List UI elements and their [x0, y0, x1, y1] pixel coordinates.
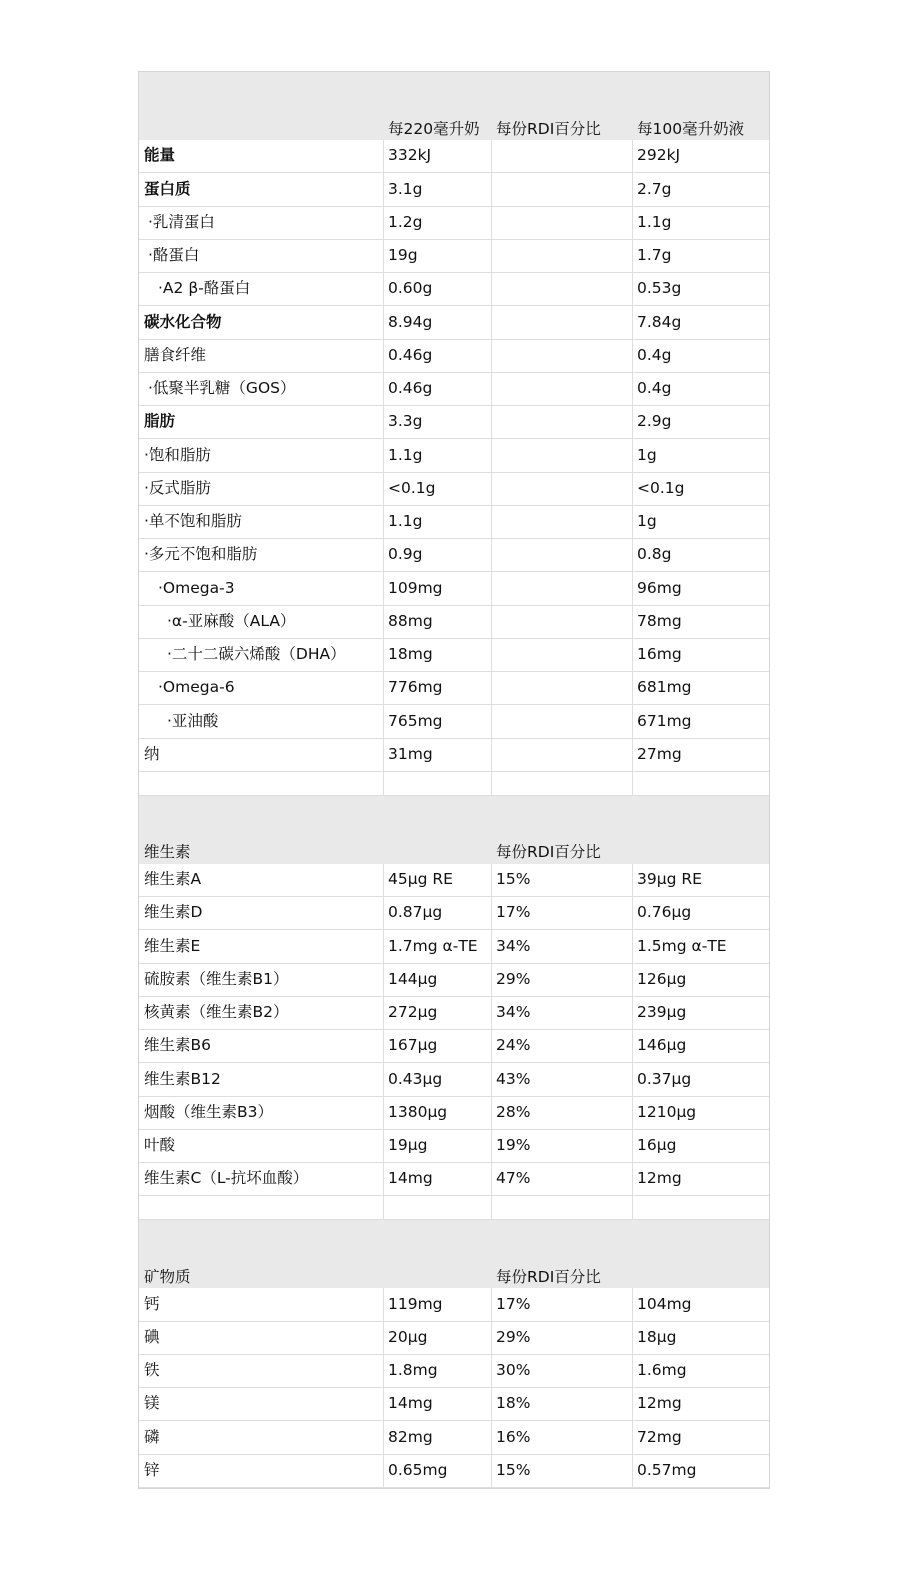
per220-value: 8.94g — [384, 306, 492, 338]
table-row — [139, 340, 769, 373]
table-row — [139, 240, 769, 273]
per100-value: 16mg — [637, 645, 682, 664]
per100-value: 12mg — [637, 1169, 682, 1188]
nutrient-label: ·亚油酸 — [139, 705, 384, 737]
table-row — [139, 373, 769, 406]
nutrient-label: 维生素A — [139, 864, 384, 896]
rdi-value — [492, 207, 633, 239]
rdi-value — [492, 373, 633, 405]
spacer-cell — [139, 772, 384, 795]
rdi-value — [492, 639, 633, 671]
spacer-row — [139, 1196, 769, 1220]
rdi-value — [492, 140, 633, 172]
per100-value: 0.57mg — [637, 1460, 697, 1479]
nutrient-label: 脂肪 — [139, 406, 384, 438]
per100-value: 1g — [637, 512, 657, 531]
spacer-cell — [384, 1196, 492, 1219]
nutrition-header-row — [139, 72, 769, 140]
nutrient-label: 烟酸（维生素B3） — [139, 1097, 384, 1129]
table-row — [139, 1355, 769, 1388]
table-row — [139, 1030, 769, 1063]
header-per100: 每100毫升奶液 — [633, 72, 769, 140]
per100-value: 16μg — [637, 1136, 677, 1155]
per220-value: 82mg — [384, 1421, 492, 1453]
rdi-value: 43% — [492, 1063, 633, 1095]
table-row — [139, 506, 769, 539]
per100-value: 146μg — [637, 1036, 687, 1055]
table-row — [139, 1163, 769, 1196]
rdi-value — [492, 739, 633, 771]
per100-value: 1.6mg — [637, 1361, 687, 1380]
table-row — [139, 1097, 769, 1130]
table-row — [139, 739, 769, 772]
rdi-value — [492, 473, 633, 505]
per100-value: 96mg — [637, 578, 682, 597]
vitamins-rdi-header: 每份RDI百分比 — [492, 796, 633, 864]
nutrient-label: ·反式脂肪 — [139, 473, 384, 505]
per100-value: 1.7g — [637, 246, 672, 265]
per220-value: 18mg — [384, 639, 492, 671]
rdi-value: 47% — [492, 1163, 633, 1195]
rdi-value: 34% — [492, 997, 633, 1029]
rdi-value: 29% — [492, 1322, 633, 1354]
table-row — [139, 572, 769, 605]
per220-value: 776mg — [384, 672, 492, 704]
per100-value: <0.1g — [637, 478, 685, 497]
nutrient-label: 核黄素（维生素B2） — [139, 997, 384, 1029]
table-row — [139, 306, 769, 339]
rdi-value — [492, 306, 633, 338]
rdi-value: 15% — [492, 864, 633, 896]
rdi-value: 29% — [492, 964, 633, 996]
table-row — [139, 473, 769, 506]
rdi-value: 17% — [492, 897, 633, 929]
table-row — [139, 439, 769, 472]
header-per220: 每220毫升奶 — [384, 72, 492, 140]
per220-value: 1.2g — [384, 207, 492, 239]
spacer-cell — [633, 1196, 769, 1219]
rdi-value: 19% — [492, 1130, 633, 1162]
per220-value: 144μg — [384, 964, 492, 996]
per100-value: 12mg — [637, 1394, 682, 1413]
per100-value: 0.8g — [637, 545, 672, 564]
per100-value: 292kJ — [637, 146, 681, 165]
rdi-value: 34% — [492, 930, 633, 962]
nutrient-label: 硫胺素（维生素B1） — [139, 964, 384, 996]
table-row — [139, 997, 769, 1030]
per220-value: 0.43μg — [384, 1063, 492, 1095]
rdi-value — [492, 672, 633, 704]
per220-value: 332kJ — [384, 140, 492, 172]
table-row — [139, 606, 769, 639]
per100-value: 681mg — [637, 678, 692, 697]
per100-value: 0.53g — [637, 279, 682, 298]
table-row — [139, 273, 769, 306]
per100-value: 0.4g — [637, 345, 672, 364]
spacer-row — [139, 772, 769, 796]
nutrient-label: 锌 — [139, 1455, 384, 1487]
header-empty-cell — [384, 1220, 492, 1288]
per100-value: 18μg — [637, 1327, 677, 1346]
header-empty-cell — [633, 1220, 769, 1288]
nutrition-table — [138, 71, 770, 1489]
per100-value: 104mg — [637, 1294, 692, 1313]
per100-value: 0.37μg — [637, 1069, 692, 1088]
per220-value: 109mg — [384, 572, 492, 604]
nutrient-label: ·A2 β-酪蛋白 — [139, 273, 384, 305]
per220-value: 1.8mg — [384, 1355, 492, 1387]
per220-value: 1380μg — [384, 1097, 492, 1129]
per220-value: 31mg — [384, 739, 492, 771]
per220-value: 167μg — [384, 1030, 492, 1062]
rdi-value — [492, 705, 633, 737]
rdi-value: 30% — [492, 1355, 633, 1387]
per220-value: 14mg — [384, 1163, 492, 1195]
per220-value: <0.1g — [384, 473, 492, 505]
per220-value: 0.60g — [384, 273, 492, 305]
table-row — [139, 1130, 769, 1163]
nutrient-label: ·α-亚麻酸（ALA） — [139, 606, 384, 638]
spacer-cell — [492, 772, 633, 795]
nutrient-label: 碳水化合物 — [139, 306, 384, 338]
table-row — [139, 864, 769, 897]
nutrient-label: ·多元不饱和脂肪 — [139, 539, 384, 571]
per220-value: 19g — [384, 240, 492, 272]
rdi-value — [492, 606, 633, 638]
per220-value: 1.1g — [384, 439, 492, 471]
table-row — [139, 406, 769, 439]
table-row — [139, 964, 769, 997]
rdi-value: 16% — [492, 1421, 633, 1453]
rdi-value: 28% — [492, 1097, 633, 1129]
table-row — [139, 1288, 769, 1321]
nutrient-label: 叶酸 — [139, 1130, 384, 1162]
rdi-value: 24% — [492, 1030, 633, 1062]
table-row — [139, 705, 769, 738]
table-row — [139, 1388, 769, 1421]
per220-value: 272μg — [384, 997, 492, 1029]
nutrient-label: ·二十二碳六烯酸（DHA） — [139, 639, 384, 671]
minerals-header-row — [139, 1220, 769, 1288]
table-row — [139, 930, 769, 963]
per220-value: 19μg — [384, 1130, 492, 1162]
spacer-cell — [492, 1196, 633, 1219]
vitamins-title: 维生素 — [139, 796, 384, 864]
per100-value: 671mg — [637, 711, 692, 730]
vitamin-rows — [139, 864, 769, 1197]
table-row — [139, 140, 769, 173]
header-rdi: 每份RDI百分比 — [492, 72, 633, 140]
table-row — [139, 1322, 769, 1355]
nutrient-label: ·饱和脂肪 — [139, 439, 384, 471]
per220-value: 1.7mg α-TE — [384, 930, 492, 962]
rdi-value — [492, 439, 633, 471]
rdi-value — [492, 340, 633, 372]
per220-value: 119mg — [384, 1288, 492, 1320]
per100-value: 7.84g — [637, 312, 682, 331]
table-row — [139, 207, 769, 240]
minerals-rdi-header: 每份RDI百分比 — [492, 1220, 633, 1288]
nutrient-label: 磷 — [139, 1421, 384, 1453]
header-empty-cell — [384, 796, 492, 864]
mineral-rows — [139, 1288, 769, 1488]
nutrient-label: 维生素B6 — [139, 1030, 384, 1062]
per100-value: 2.9g — [637, 412, 672, 431]
nutrient-label: 镁 — [139, 1388, 384, 1420]
per220-value: 765mg — [384, 705, 492, 737]
nutrient-label: 纳 — [139, 739, 384, 771]
per220-value: 88mg — [384, 606, 492, 638]
per100-value: 78mg — [637, 611, 682, 630]
nutrient-label: 维生素E — [139, 930, 384, 962]
spacer-cell — [633, 772, 769, 795]
rdi-value — [492, 506, 633, 538]
table-row — [139, 1063, 769, 1096]
nutrient-label: ·低聚半乳糖（GOS） — [139, 373, 384, 405]
per100-value: 1.1g — [637, 212, 672, 231]
nutrient-label: 膳食纤维 — [139, 340, 384, 372]
per220-value: 14mg — [384, 1388, 492, 1420]
rdi-value: 17% — [492, 1288, 633, 1320]
rdi-value — [492, 173, 633, 205]
per100-value: 0.76μg — [637, 903, 692, 922]
nutrient-label: 铁 — [139, 1355, 384, 1387]
nutrient-label: ·酪蛋白 — [139, 240, 384, 272]
table-row — [139, 672, 769, 705]
table-row — [139, 1421, 769, 1454]
spacer-cell — [139, 1196, 384, 1219]
nutrient-label: 维生素D — [139, 897, 384, 929]
per100-value: 72mg — [637, 1427, 682, 1446]
rdi-value — [492, 240, 633, 272]
nutrient-label: ·Omega-3 — [139, 572, 384, 604]
header-label-cell — [139, 72, 384, 140]
per220-value: 1.1g — [384, 506, 492, 538]
per100-value: 126μg — [637, 969, 687, 988]
table-row — [139, 639, 769, 672]
rdi-value — [492, 572, 633, 604]
nutrient-label: ·乳清蛋白 — [139, 207, 384, 239]
per220-value: 0.87μg — [384, 897, 492, 929]
per100-value: 1g — [637, 445, 657, 464]
per100-value: 239μg — [637, 1003, 687, 1022]
per100-value: 0.4g — [637, 379, 672, 398]
nutrient-label: ·Omega-6 — [139, 672, 384, 704]
per220-value: 0.9g — [384, 539, 492, 571]
nutrient-label: 维生素B12 — [139, 1063, 384, 1095]
per100-value: 1.5mg α-TE — [637, 936, 727, 955]
nutrient-label: ·单不饱和脂肪 — [139, 506, 384, 538]
nutrient-label: 钙 — [139, 1288, 384, 1320]
per100-value: 2.7g — [637, 179, 672, 198]
per220-value: 20μg — [384, 1322, 492, 1354]
per100-value: 27mg — [637, 744, 682, 763]
table-row — [139, 173, 769, 206]
table-row — [139, 1455, 769, 1488]
rdi-value — [492, 539, 633, 571]
nutrient-label: 维生素C（L-抗坏血酸） — [139, 1163, 384, 1195]
nutrient-label: 碘 — [139, 1322, 384, 1354]
minerals-title: 矿物质 — [139, 1220, 384, 1288]
spacer-cell — [384, 772, 492, 795]
table-row — [139, 897, 769, 930]
table-row — [139, 539, 769, 572]
nutrient-label: 蛋白质 — [139, 173, 384, 205]
rdi-value — [492, 406, 633, 438]
vitamins-header-row — [139, 796, 769, 864]
per100-value: 39μg RE — [637, 870, 702, 889]
per220-value: 3.1g — [384, 173, 492, 205]
per220-value: 0.46g — [384, 340, 492, 372]
per100-value: 1210μg — [637, 1102, 697, 1121]
per220-value: 45μg RE — [384, 864, 492, 896]
rdi-value — [492, 273, 633, 305]
header-empty-cell — [633, 796, 769, 864]
per220-value: 0.46g — [384, 373, 492, 405]
per220-value: 3.3g — [384, 406, 492, 438]
nutrient-label: 能量 — [139, 140, 384, 172]
nutrition-rows — [139, 140, 769, 772]
rdi-value: 15% — [492, 1455, 633, 1487]
rdi-value: 18% — [492, 1388, 633, 1420]
per220-value: 0.65mg — [384, 1455, 492, 1487]
